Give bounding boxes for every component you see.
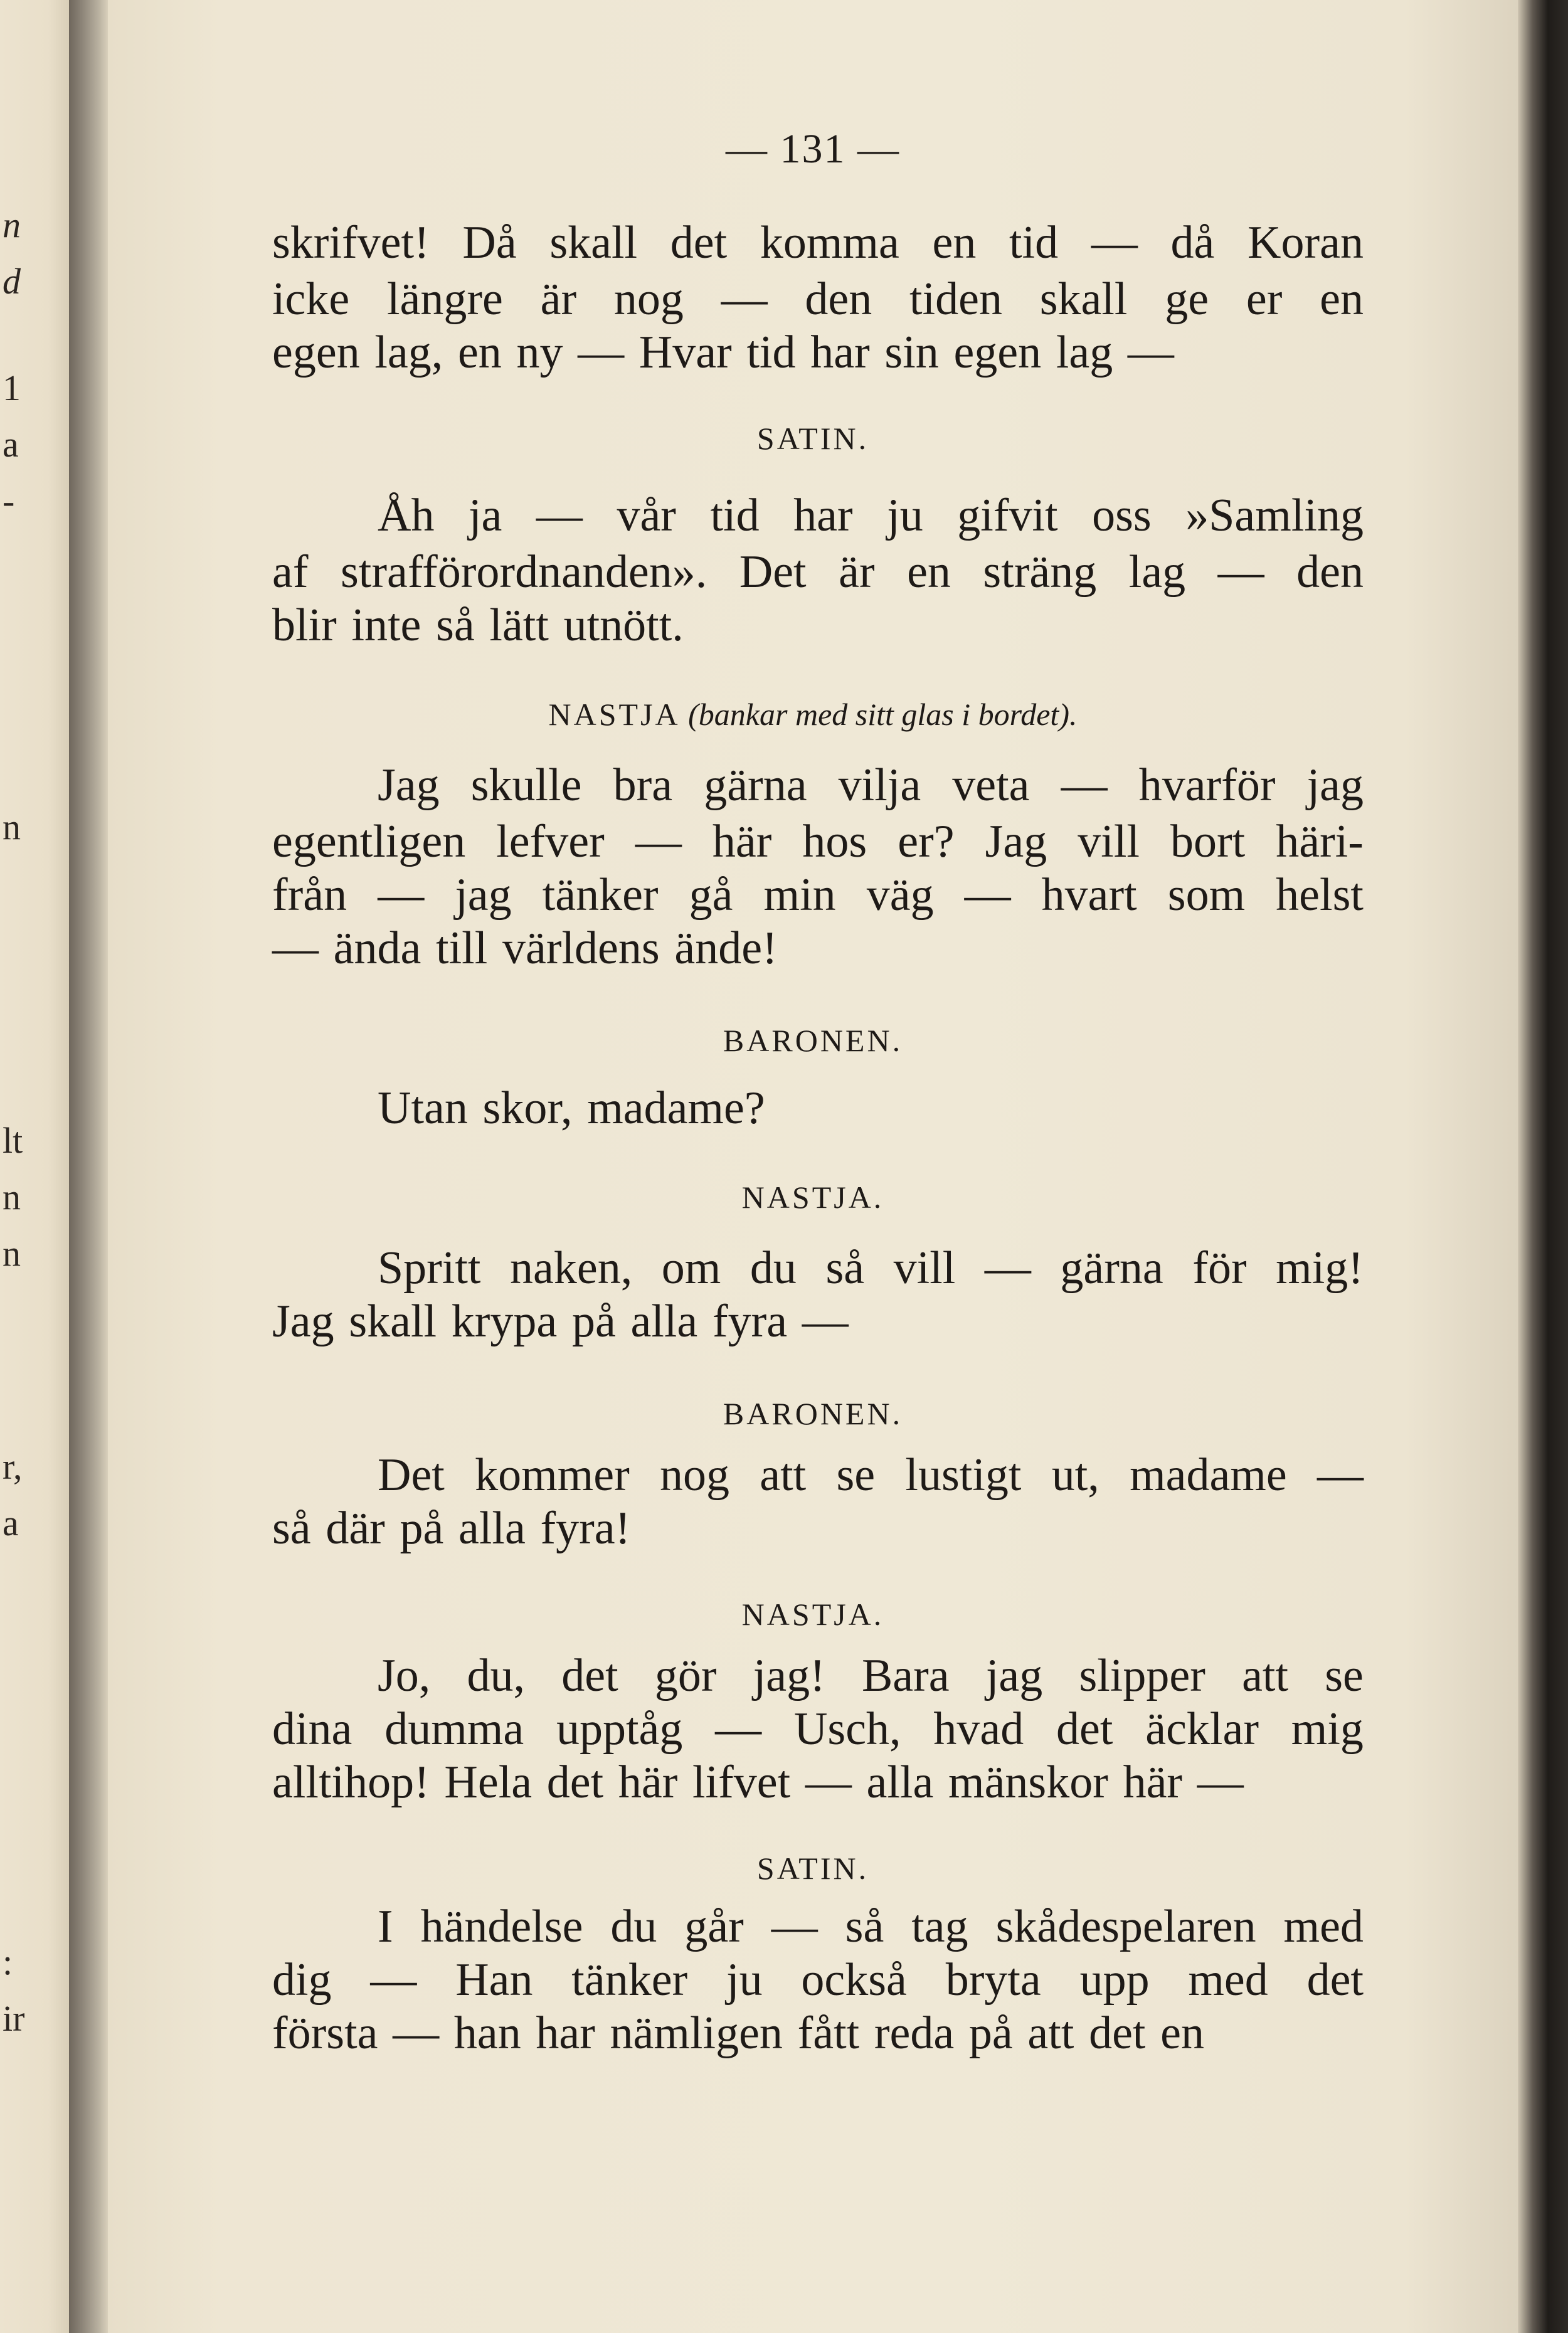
text-line: dina dumma upptåg — Usch, hvad det äcklar mig — [272, 1703, 1364, 1755]
text-line: af strafförordnanden». Det är en sträng lag — den — [272, 546, 1364, 598]
text-line: alltihop! Hela det här lifvet — alla mänskor här — — [272, 1757, 1244, 1808]
text-line: icke längre är nog — den tiden skall ge er en — [272, 273, 1364, 325]
stage-direction: (bankar med sitt glas i bordet). — [680, 697, 1078, 732]
left-page-fragment: - — [3, 480, 15, 521]
text-line: Jag skulle bra gärna vilja veta — hvarför jag — [378, 759, 1364, 811]
text-line: Åh ja — vår tid har ju gifvit oss »Samling — [378, 490, 1364, 541]
speaker-heading — [108, 696, 1518, 733]
speaker-heading — [108, 1395, 1518, 1432]
speaker-name: NASTJA. — [741, 1180, 884, 1215]
text-line: första — han har nämligen fått reda på att det en — [272, 2008, 1204, 2059]
left-page-fragment: 1 — [3, 368, 21, 408]
left-page-fragment: a — [3, 1503, 19, 1543]
left-page-fragment: ir — [3, 1998, 25, 2039]
left-page-fragment: n — [3, 807, 21, 847]
speaker-heading — [108, 1022, 1518, 1059]
left-page-fragment: lt — [3, 1120, 23, 1161]
text-line: Jo, du, det gör jag! Bara jag slipper att se — [378, 1650, 1364, 1701]
text-line: I händelse du går — så tag skådespelaren med — [378, 1901, 1364, 1952]
previous-page-edge — [0, 0, 69, 2333]
text-line: skrifvet! Då skall det komma en tid — då Koran — [272, 217, 1364, 268]
left-page-fragment: : — [3, 1942, 13, 1982]
text-line: Utan skor, madame? — [378, 1082, 765, 1134]
speaker-heading — [108, 1850, 1518, 1886]
speaker-heading — [108, 1179, 1518, 1215]
text-line: så där på alla fyra! — [272, 1503, 631, 1554]
book-page — [108, 0, 1518, 2333]
text-line: egen lag, en ny — Hvar tid har sin egen lag — — [272, 327, 1174, 378]
text-line: blir inte så lätt utnött. — [272, 600, 684, 651]
book-gutter — [69, 0, 108, 2333]
left-page-fragment: d — [3, 261, 21, 302]
speaker-heading — [108, 1596, 1518, 1632]
left-page-fragment: a — [3, 424, 19, 465]
page-number: — 131 — — [726, 126, 900, 172]
text-line: från — jag tänker gå min väg — hvart som helst — [272, 869, 1364, 921]
text-line: — ända till världens ände! — [272, 923, 778, 974]
text-line: dig — Han tänker ju också bryta upp med det — [272, 1954, 1364, 2006]
left-page-fragment: n — [3, 1233, 21, 1274]
left-page-fragment: n — [3, 204, 21, 245]
text-line: Spritt naken, om du så vill — gärna för mig! — [378, 1242, 1364, 1294]
page-stack-edge — [1518, 0, 1568, 2333]
speaker-heading — [108, 420, 1518, 457]
left-page-fragment: n — [3, 1177, 21, 1217]
speaker-name: SATIN. — [756, 1851, 869, 1886]
speaker-name: NASTJA — [548, 697, 681, 732]
speaker-name: NASTJA. — [741, 1597, 884, 1632]
left-page-fragment: r, — [3, 1446, 23, 1487]
speaker-name: BARONEN. — [723, 1396, 903, 1431]
speaker-name: SATIN. — [756, 421, 869, 456]
text-line: Det kommer nog att se lustigt ut, madame — — [378, 1449, 1364, 1501]
speaker-name: BARONEN. — [723, 1023, 903, 1058]
text-line: Jag skall krypa på alla fyra — — [272, 1296, 849, 1347]
text-line: egentligen lefver — här hos er? Jag vill bort häri- — [272, 816, 1364, 867]
